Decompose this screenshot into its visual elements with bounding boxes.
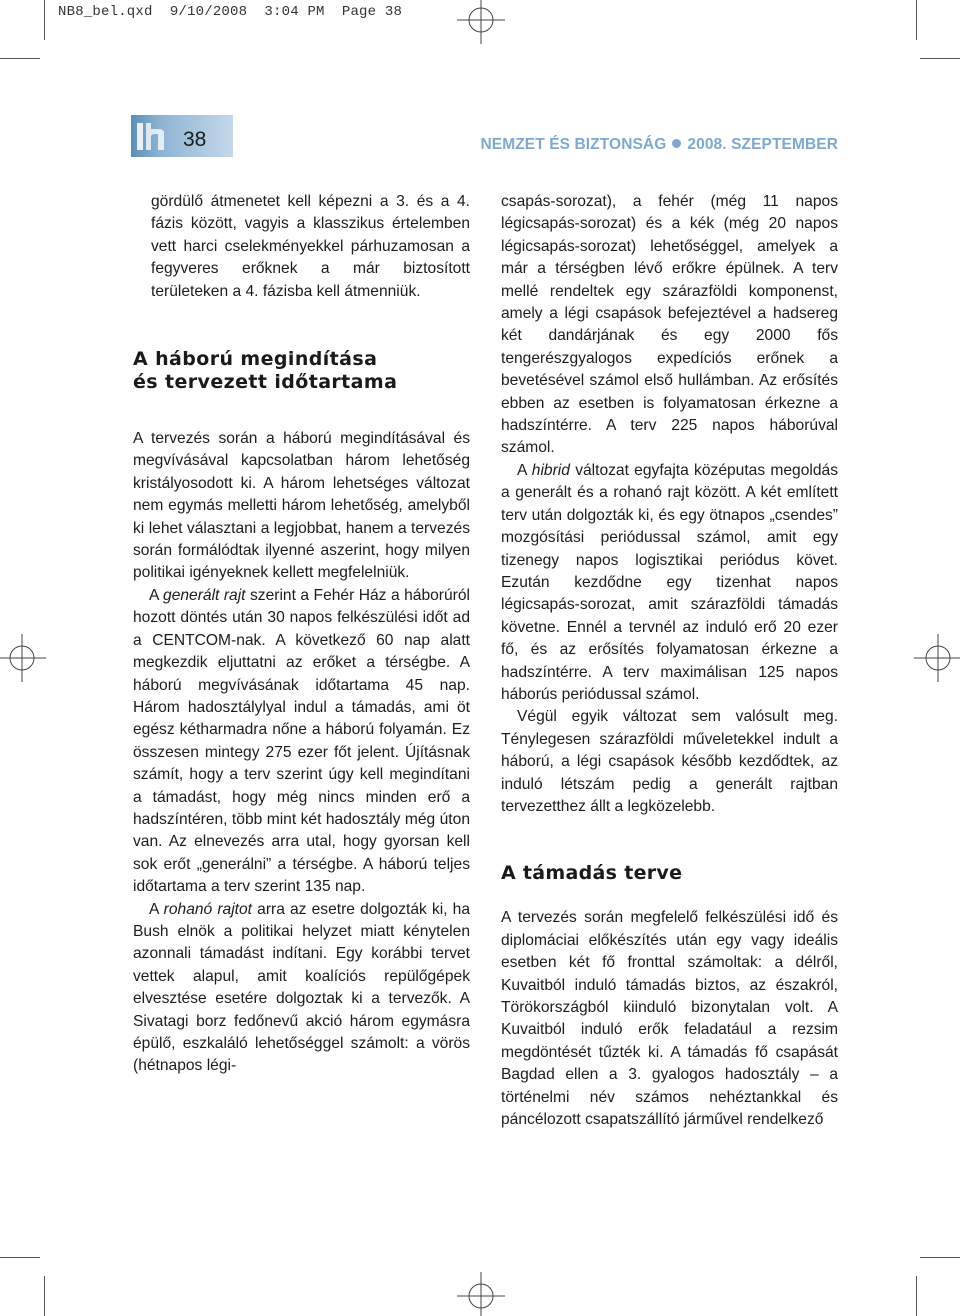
crop-mark xyxy=(44,1276,45,1316)
crop-mark xyxy=(916,1276,917,1316)
section-heading-launch xyxy=(133,348,470,394)
intro-text: gördülő átmenetet kell képezni a 3. és a 4. fázis között, vagyis a klasszikus értelemben vett harci cselekményekkel párhuzamosan a fegyveres erőknek a már biztosított területeken a 4. fázisba kell átmenniük. xyxy=(151,193,470,300)
crop-mark xyxy=(44,0,45,40)
paragraph-continued: csapás-sorozat), a fehér (még 11 napos légicsapás-sorozat) és a kék (még 20 napos légicsapás-sorozat) lehetőséggel, amelyek a már a térségben lévő erőkre épülnek. A terv mellé rendeltek egy szárazföldi komponenst, amely a légi csapások befejeztével a hadsereg két dandárjának és egy 2000 fős tengerészgyalogos expedíciós erőnek a bevetésével számol első hullámban. Az erősítés ebben az esetben is folyamatosan érkezne a hadszíntérre. A terv 225 napos háborúval számol. xyxy=(501,193,838,457)
registration-mark-right xyxy=(912,628,960,688)
print-slug-line: NB8_bel.qxd 9/10/2008 3:04 PM Page 38 xyxy=(58,4,403,20)
issue-date: 2008. SZEPTEMBER xyxy=(687,136,838,153)
page-number: 38 xyxy=(183,128,207,151)
paragraph-conclusion: Végül egyik változat sem valósult meg. Ténylegesen szárazföldi műveletekkel indult a háború, a légi csapások később kezdődtek, az induló létszám pedig a generált rajtban tervezetthez állt a legközelebb. xyxy=(501,708,838,815)
paragraph-hybrid: A hibrid változat egyfajta középutas megoldás a generált és a rohanó rajt között. A két említett terv után dolgozták ki, és egy ötnapos „csendes” mozgósítási periódussal számol, amit egy tizenegy napos logisztikai periódus követ. Ezután kezdődne egy tizenhat napos légicsapás-sorozat, amit szárazföldi támadás követne. Ennél a tervnél az induló erő 20 ezer fő, és az erősítés folyamatosan érkezne a hadszíntérre. A terv maximálisan 125 napos háborús periódussal számol. xyxy=(501,461,838,703)
paragraph: A tervezés során a háború megindításával és megvívásával kapcsolatban három lehetőség kristályosodott ki. A három lehetséges változat nem egymás melletti három lehetőség, amelyből ki lehet választani a legjobbat, hanem a tervezés során formálódtak ilyenné aszerint, hogy milyen politikai igényeknek kellett megfelelniük. xyxy=(133,430,470,582)
paragraph-generated-start: A generált rajt szerint a Fehér Ház a háborúról hozott döntés után 30 napos felkészülési időt ad a CENTCOM-nak. A következő 60 nap alatt megkezdik eljuttatni az erőket a térségbe. A háború megvívásának időtartama 45 nap. Három hadosztálylyal indul a támadás, ami öt egész kétharmadra nőne a háború folyamán. Ez összesen mintegy 275 ezer főt jelent. Újításnak számít, hogy a terv szerint úgy kell megindítani a támadást, hogy még nincs minden erő a hadszíntéren, több mint két hadosztály még úton van. Az elnevezés arra utal, hogy gyorsan kell sok erőt „generálni” a térségbe. A háború teljes időtartama a terv szerint 135 nap. xyxy=(133,586,470,896)
term-hybrid: hibrid xyxy=(531,461,570,479)
left-column xyxy=(133,191,470,1078)
section-heading-attack-plan: A támadás terve xyxy=(501,862,683,885)
right-column xyxy=(501,191,838,1131)
running-head xyxy=(480,136,838,154)
crop-mark xyxy=(916,0,917,40)
crop-mark xyxy=(0,1257,40,1258)
heading-line-1: A háború megindítása xyxy=(133,348,378,371)
crop-mark xyxy=(0,58,40,59)
intro-paragraph xyxy=(133,191,470,303)
term-rushed-start: rohanó rajtot xyxy=(163,900,253,918)
paragraph-rushed-start: A rohanó rajtot arra az esetre dolgozták ki, ha Bush elnök a politikai helyzet miatt kénytelen azonnali támadást indítani. Egy korábbi tervet vettek alapul, amit koalíciós repülőgépek elvesztése esetére dolgoztak ki a tervezők. A Sivatagi borz fedőnevű akció három egymásra épülő, eszkaláló lehetőséggel számolt: a vörös (hétnapos légi- xyxy=(133,900,471,1075)
registration-mark-top xyxy=(452,0,510,46)
registration-mark-left xyxy=(0,628,48,688)
crop-mark xyxy=(920,1257,960,1258)
term-generated-start: generált rajt xyxy=(163,586,246,604)
journal-title: NEMZET ÉS BIZTONSÁG xyxy=(480,136,667,153)
heading-line-2: és tervezett időtartama xyxy=(133,371,398,394)
registration-mark-bottom xyxy=(452,1270,510,1316)
journal-logo-icon xyxy=(134,119,170,154)
crop-mark xyxy=(920,58,960,59)
bullet-dot-icon xyxy=(672,139,681,148)
paragraph-attack-plan: A tervezés során megfelelő felkészülési idő és diplomáciai előkészítés után egy vagy ideális esetben két fő fronttal számoltak: a délről, Kuvaitból induló támadás biztos, az északról, Törökországból kiinduló bizonytalan volt. A Kuvaitból induló erők feladatául a rezsim megdöntését tűzték ki. A támadás fő csapását Bagdad ellen a 3. gyalogos hadosztály – a történelmi név számos nehéztankkal és páncélozott csapatszállító járművel rendelkező xyxy=(501,909,838,1129)
